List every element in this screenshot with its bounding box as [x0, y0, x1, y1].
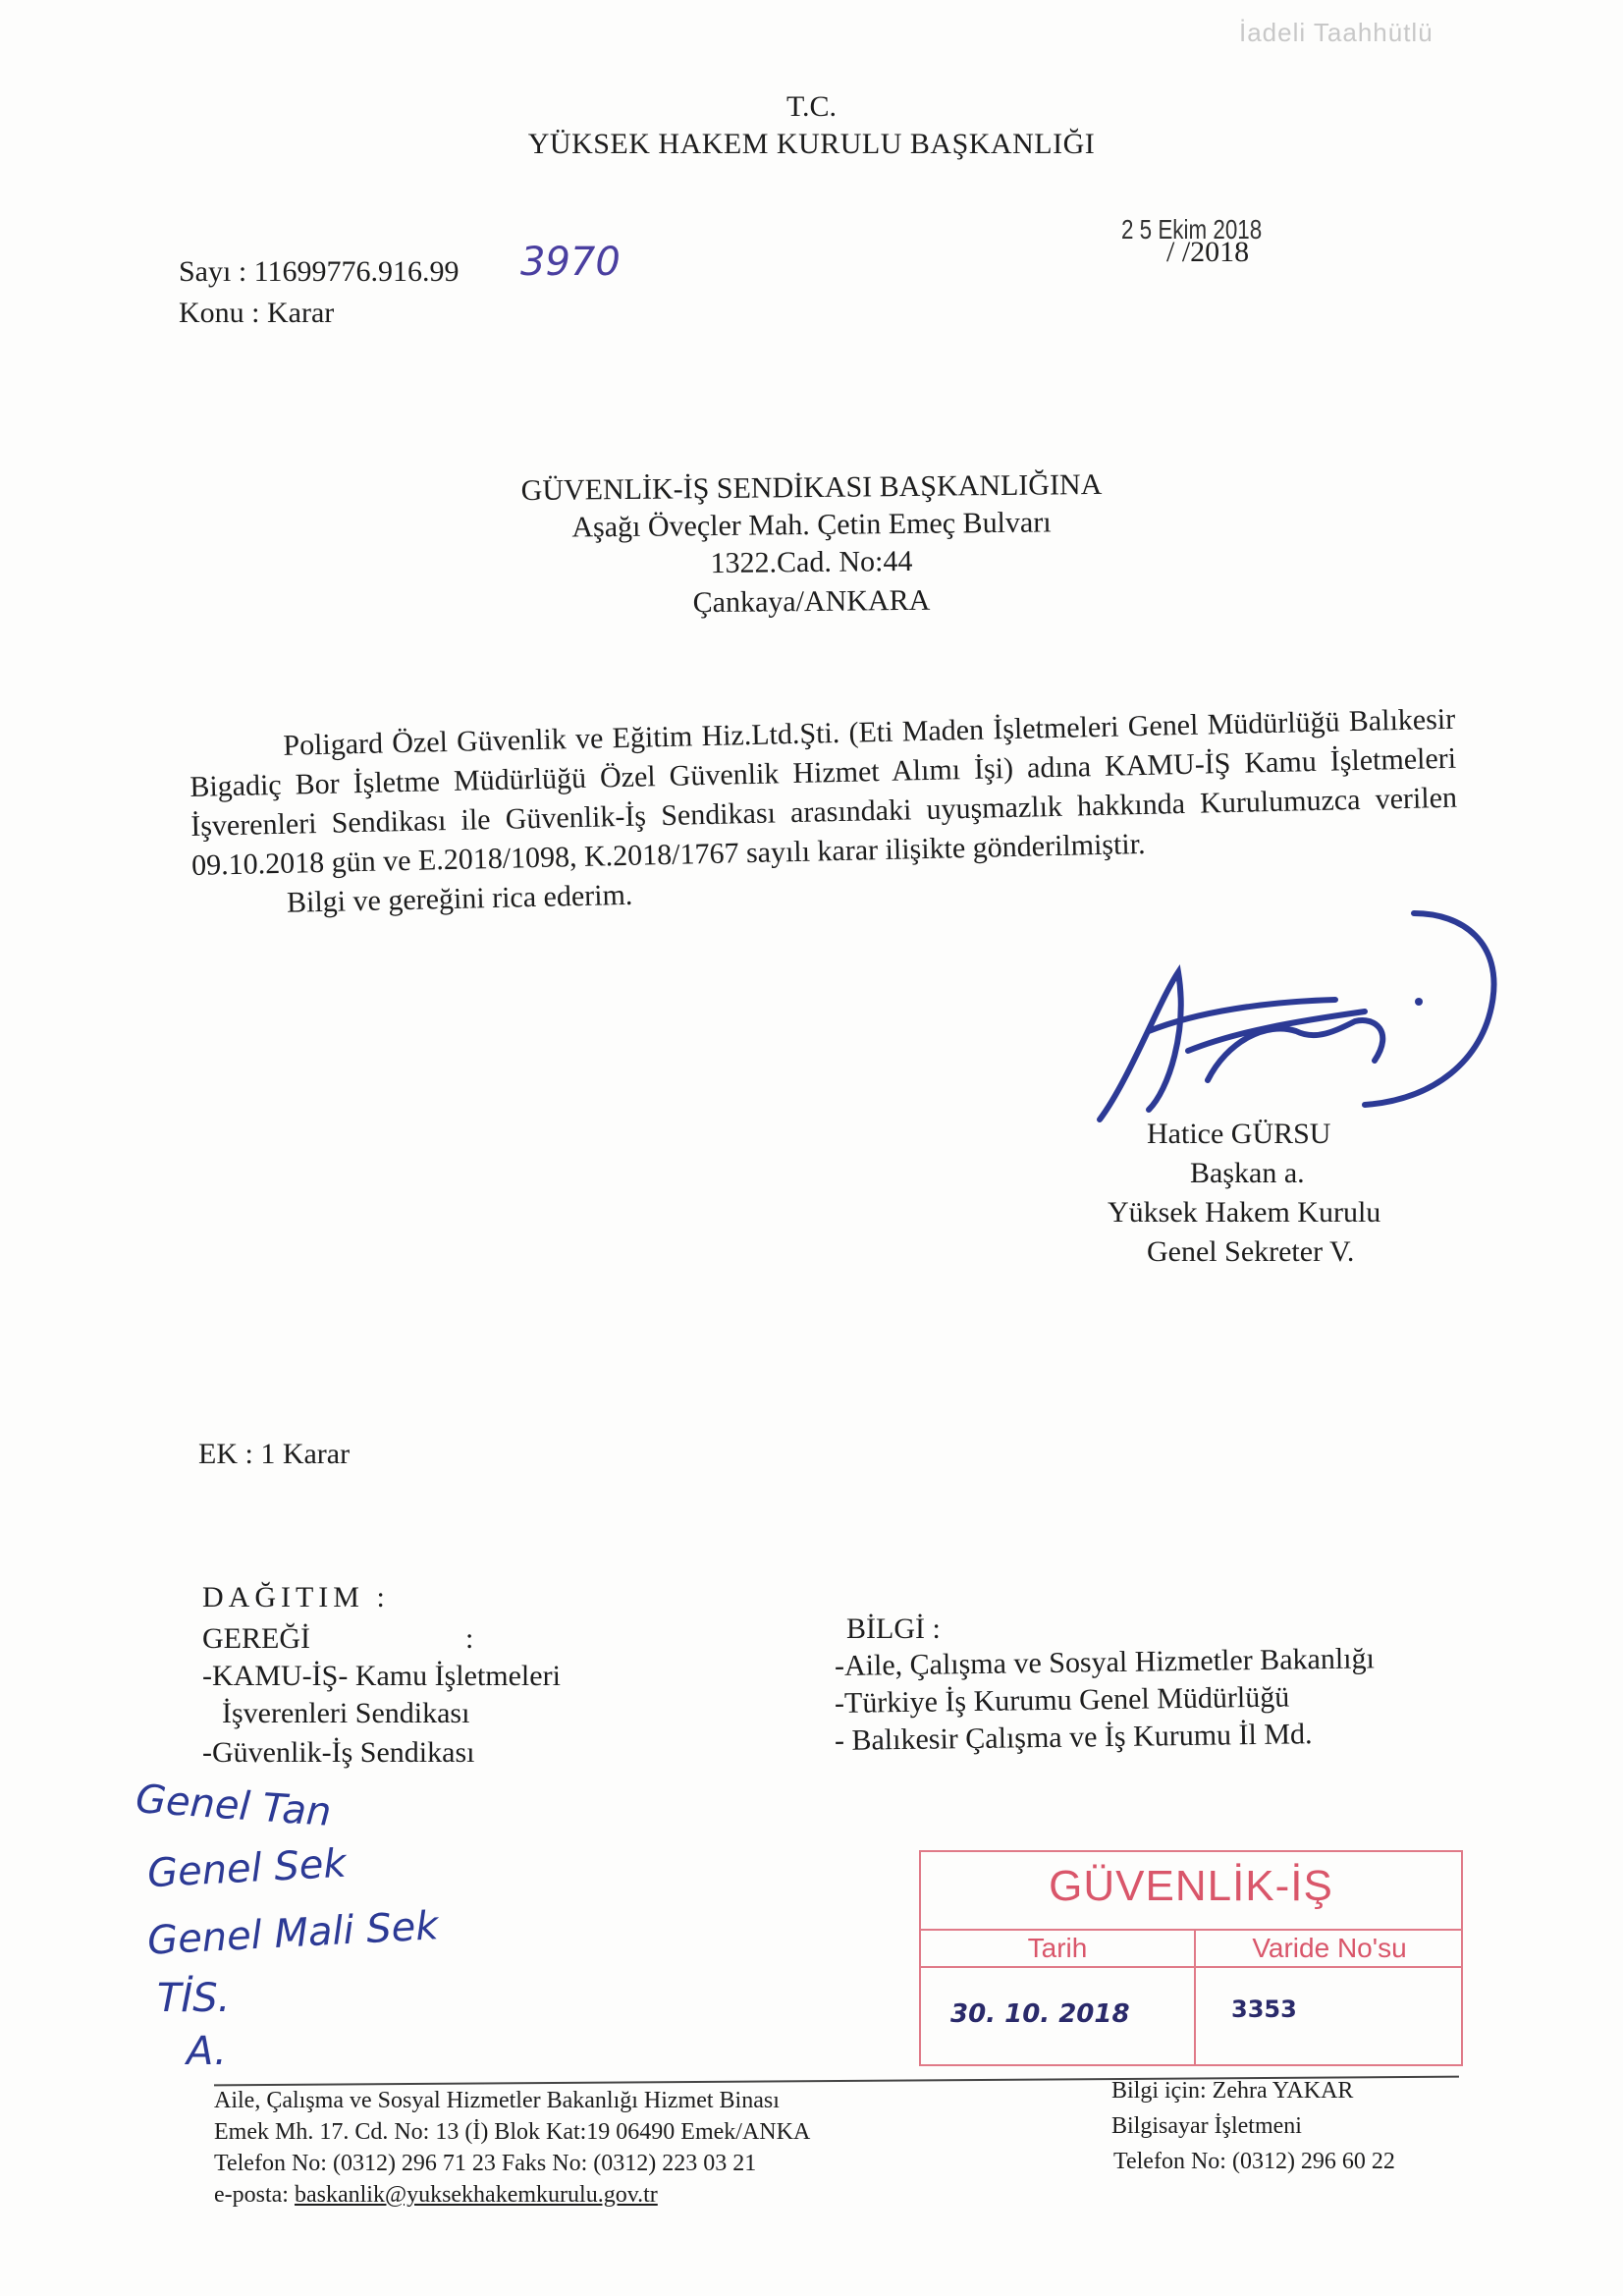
- footer-email-label: e-posta:: [214, 2182, 295, 2208]
- footer-contact-phone: Telefon No: (0312) 296 60 22: [1113, 2149, 1395, 2174]
- handwritten-note: Genel Sek: [145, 1840, 348, 1897]
- closing-line: Bilgi ve gereğini rica ederim.: [286, 878, 633, 919]
- date-stamp: 2 5 Ekim 2018: [1121, 214, 1263, 245]
- recipient-name: GÜVENLİK-İŞ SENDİKASI BAŞKANLIĞINA: [520, 467, 1103, 508]
- reference-number: Sayı : 11699776.916.99: [179, 255, 460, 288]
- footer-email-link[interactable]: baskanlik@yuksekhakemkurulu.gov.tr: [294, 2182, 658, 2208]
- distribution-item: İşverenleri Sendikası: [222, 1697, 470, 1729]
- subject-line: Konu : Karar: [179, 297, 335, 329]
- signature-icon: [1041, 884, 1512, 1139]
- receipt-number-value: 3353: [1231, 1995, 1297, 2023]
- signatory-title-1: Başkan a.: [1190, 1157, 1305, 1189]
- receipt-number-label: Varide No'su: [1252, 1933, 1407, 1963]
- receipt-stamp: [919, 1850, 1463, 2066]
- distribution-item: -KAMU-İŞ- Kamu İşletmeleri: [202, 1660, 561, 1692]
- info-item: -Türkiye İş Kurumu Genel Müdürlüğü: [834, 1680, 1290, 1720]
- distribution-title: DAĞITIM :: [202, 1581, 390, 1613]
- info-item: - Balıkesir Çalışma ve İş Kurumu İl Md.: [834, 1718, 1313, 1757]
- footer-address-2: Emek Mh. 17. Cd. No: 13 (İ) Blok Kat:19 06490 Emek/ANKA: [214, 2119, 811, 2145]
- handwritten-reference: 3970: [520, 240, 621, 285]
- recipient-city: Çankaya/ANKARA: [692, 583, 931, 620]
- signatory-name: Hatice GÜRSU: [1147, 1118, 1331, 1150]
- handwritten-note: TİS.: [157, 1976, 231, 2021]
- info-title: BİLGİ :: [846, 1613, 941, 1645]
- handwritten-note: Genel Mali Sek: [145, 1903, 440, 1964]
- handwritten-note: Genel Tan: [134, 1777, 333, 1835]
- attachment-line: EK : 1 Karar: [198, 1438, 351, 1470]
- info-item: -Aile, Çalışma ve Sosyal Hizmetler Bakanlığı: [834, 1642, 1376, 1682]
- receipt-stamp-divider: [921, 1929, 1461, 1931]
- receipt-stamp-divider: [921, 1966, 1461, 1968]
- receipt-date-value: 30. 10. 2018: [950, 1999, 1130, 2029]
- date-line: / /2018: [1166, 236, 1250, 268]
- distribution-action-colon: :: [465, 1622, 474, 1655]
- signatory-title-2: Yüksek Hakem Kurulu: [1108, 1196, 1381, 1229]
- footer-address-1: Aile, Çalışma ve Sosyal Hizmetler Bakanlığı Hizmet Binası: [214, 2088, 780, 2113]
- receipt-date-label: Tarih: [1027, 1933, 1088, 1963]
- recipient-address-2: 1322.Cad. No:44: [710, 544, 913, 580]
- body-paragraph: Poligard Özel Güvenlik ve Eğitim Hiz.Ltd.Şti. (Eti Maden İşletmeleri Genel Müdürlüğü Balıkesir Bigadiç Bor İşletme Müdürlüğü Özel Güvenlik Hizmet Alımı İşi) adına KAMU-İŞ Kamu İşletmeleri İşverenleri Sendikası ile Güvenlik-İş Sendikası arasındaki uyuşmazlık hakkında Kurulumuzca verilen 09.10.2018 gün ve E.2018/1098, K.2018/1767 sayılı karar ilişikte gönderilmiştir.: [189, 702, 1458, 882]
- signatory-title-3: Genel Sekreter V.: [1147, 1235, 1355, 1268]
- registered-mail-stamp: İadeli Taahhütlü: [1239, 18, 1434, 47]
- footer-contact-name: Bilgi için: Zehra YAKAR: [1111, 2078, 1354, 2104]
- recipient-address-1: Aşağı Öveçler Mah. Çetin Emeç Bulvarı: [571, 506, 1052, 544]
- institution-header: YÜKSEK HAKEM KURULU BAŞKANLIĞI: [527, 128, 1096, 160]
- receipt-stamp-title: GÜVENLİK-İŞ: [1049, 1862, 1333, 1910]
- handwritten-note: A.: [187, 2029, 227, 2074]
- distribution-action-label: GEREĞİ: [202, 1622, 310, 1655]
- footer-email-line: [214, 2182, 658, 2209]
- distribution-item: -Güvenlik-İş Sendikası: [202, 1736, 475, 1769]
- footer-contact-role: Bilgisayar İşletmeni: [1111, 2113, 1302, 2139]
- country-header: T.C.: [785, 90, 838, 123]
- footer-phones: Telefon No: (0312) 296 71 23 Faks No: (0312) 223 03 21: [214, 2151, 757, 2176]
